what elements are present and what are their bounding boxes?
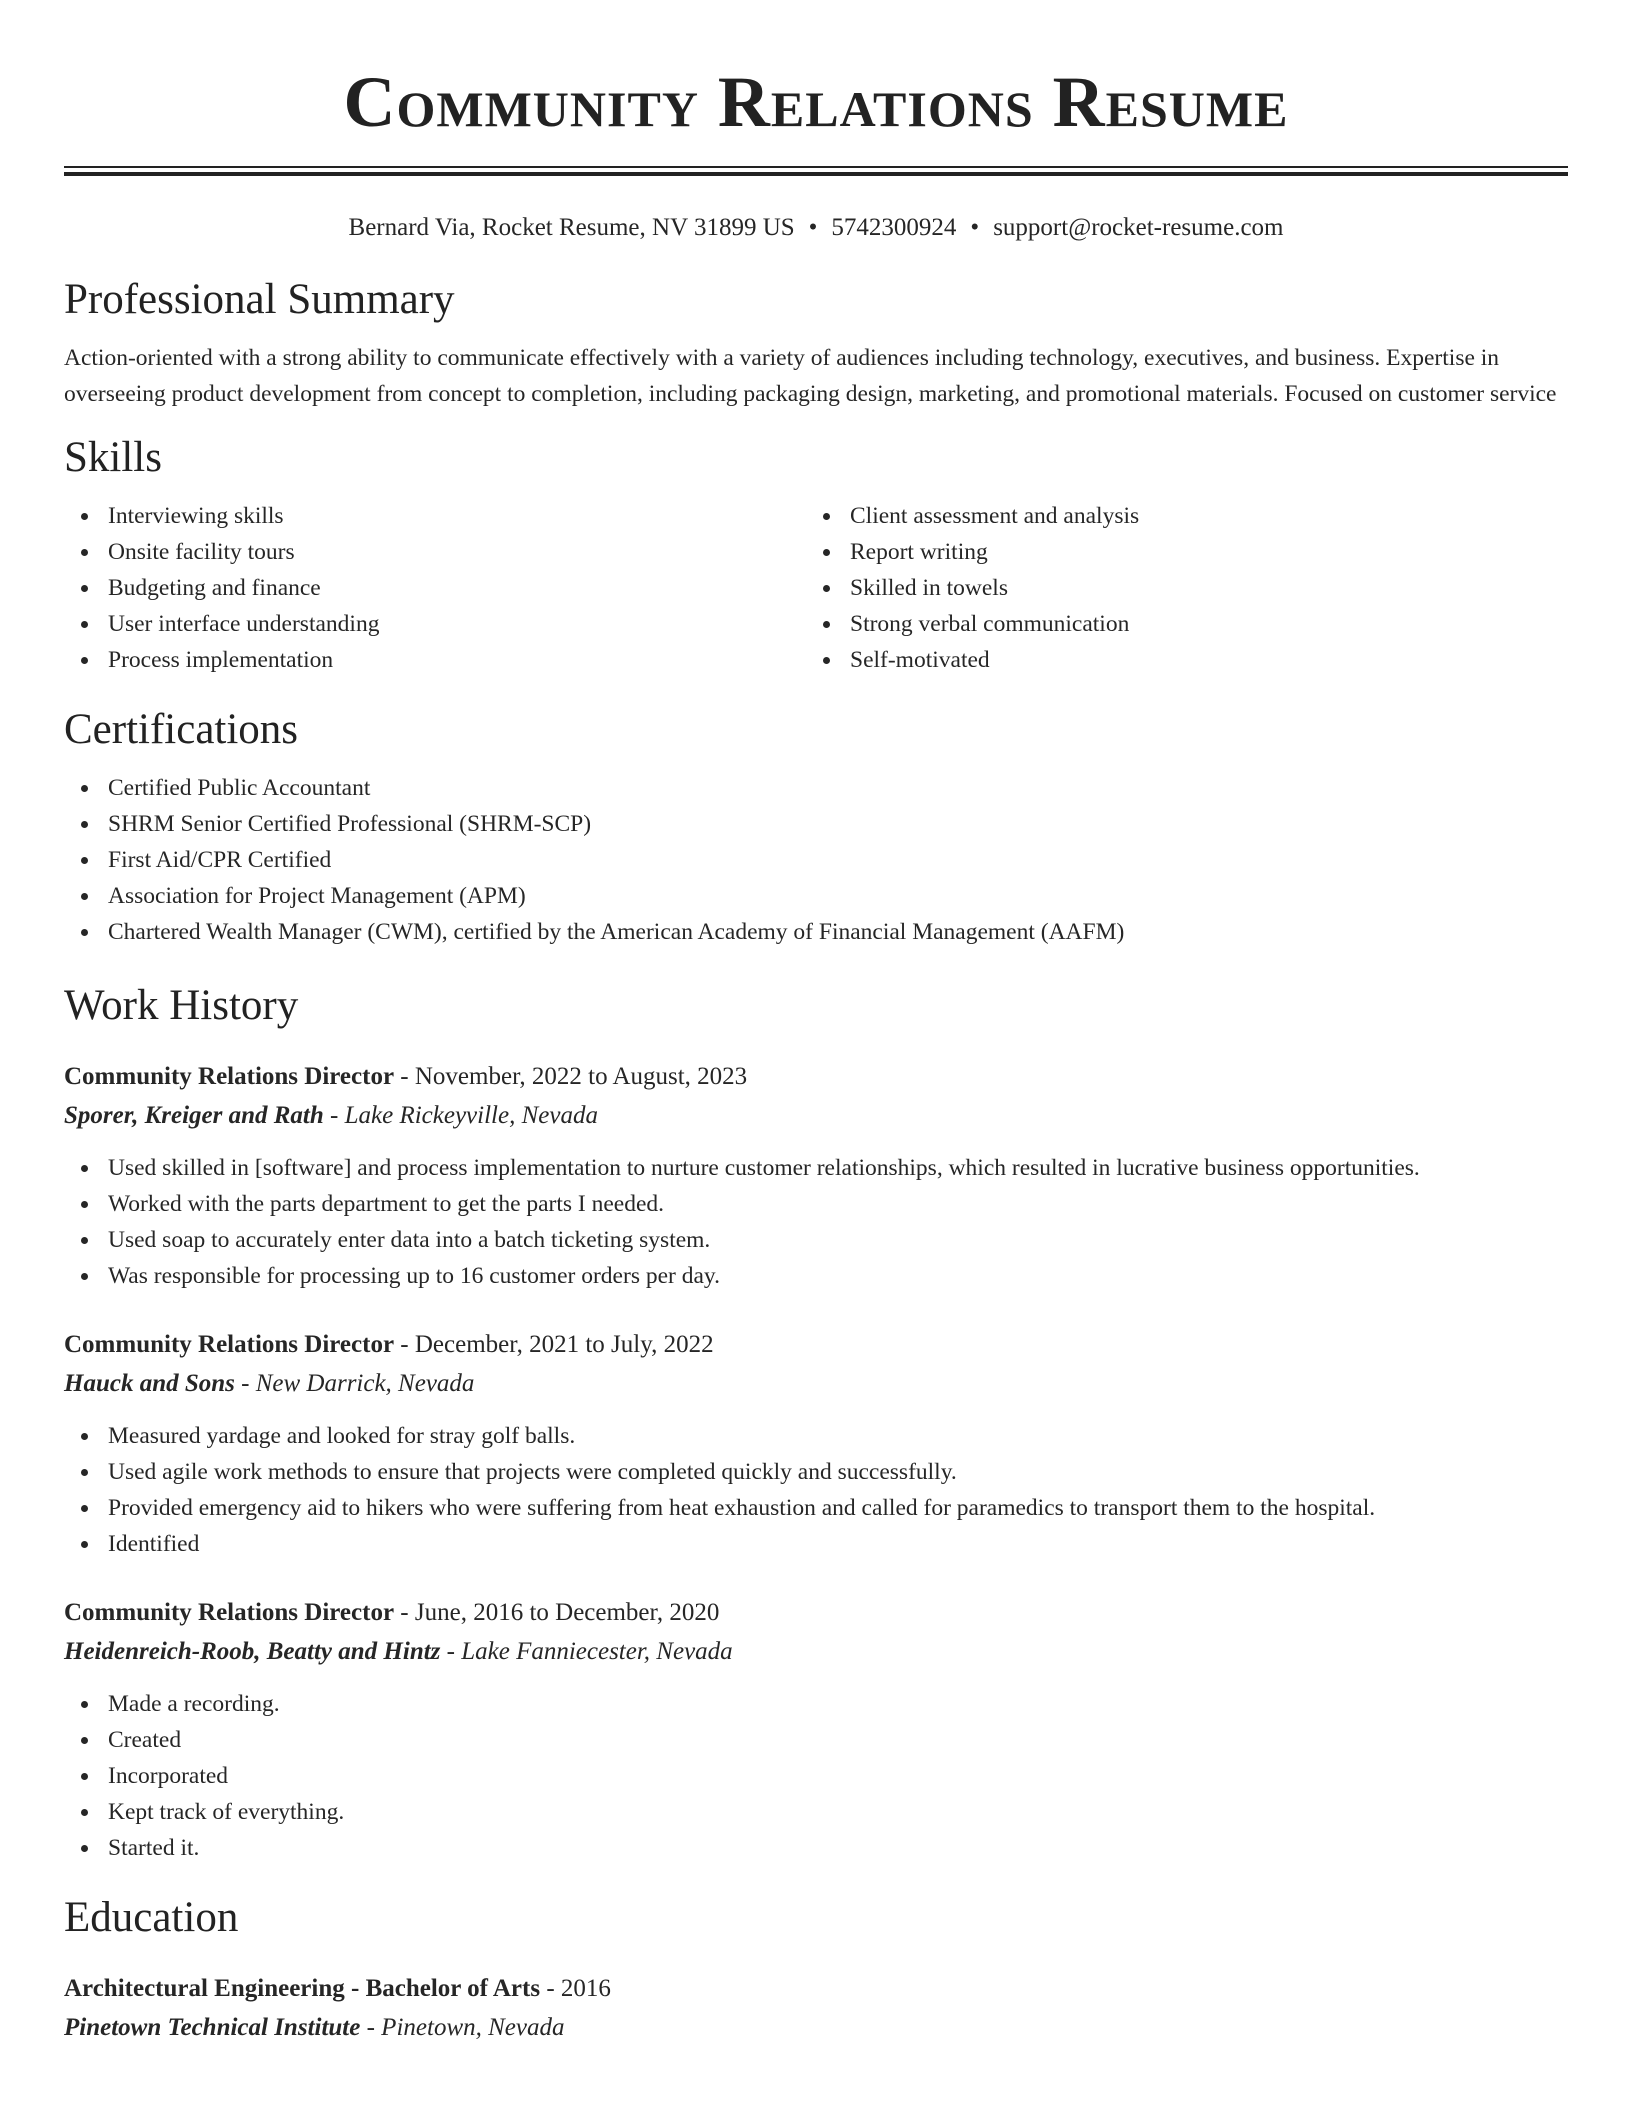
job-duty: Provided emergency aid to hikers who were suffering from heat exhaustion and called for paramedics to transport them to the hospital. — [64, 1490, 1568, 1526]
certification-item: Association for Project Management (APM) — [64, 878, 1568, 914]
education-entry — [64, 1970, 1568, 2048]
job-role: Community Relations Director — [64, 1063, 395, 1090]
job-duty: Created — [64, 1722, 1568, 1758]
contact-line — [64, 212, 1568, 244]
job-dates: - December, 2021 to July, 2022 — [394, 1331, 714, 1358]
certifications-heading: Certifications — [64, 706, 299, 753]
job-company-line — [64, 1096, 1568, 1136]
job-duty: Measured yardage and looked for stray golf balls. — [64, 1418, 1568, 1454]
title-divider — [64, 166, 1568, 176]
contact-phone: 5742300924 — [831, 214, 957, 241]
job-duty: Used skilled in [software] and process implementation to nurture customer relationships, which resulted in lucrative business opportunities. — [64, 1150, 1568, 1186]
job-duties-list — [64, 1150, 1568, 1294]
job-location: - Lake Fanniecester, Nevada — [440, 1638, 733, 1665]
skill-item: Interviewing skills — [64, 498, 806, 534]
job-role: Community Relations Director — [64, 1599, 395, 1626]
job-title-line — [64, 1326, 1568, 1364]
job-duty: Was responsible for processing up to 16 customer orders per day. — [64, 1258, 1568, 1294]
skill-item: Strong verbal communication — [806, 606, 1548, 642]
job-duty: Made a recording. — [64, 1686, 1568, 1722]
job-title-line — [64, 1058, 1568, 1096]
skill-item: Process implementation — [64, 642, 806, 678]
skill-item: Onsite facility tours — [64, 534, 806, 570]
contact-address: Bernard Via, Rocket Resume, NV 31899 US — [348, 214, 795, 241]
skill-item: User interface understanding — [64, 606, 806, 642]
job-duty: Identified — [64, 1526, 1568, 1562]
skill-item: Client assessment and analysis — [806, 498, 1548, 534]
education-school: Pinetown Technical Institute — [64, 2014, 361, 2041]
skill-item: Self-motivated — [806, 642, 1548, 678]
job-duties-list — [64, 1686, 1568, 1866]
contact-separator: • — [970, 214, 980, 241]
certification-item: Certified Public Accountant — [64, 770, 1568, 806]
education-school-line — [64, 2008, 1568, 2048]
work-history-heading: Work History — [64, 982, 299, 1029]
job-role: Community Relations Director — [64, 1331, 395, 1358]
job-entry — [64, 1594, 1568, 1866]
education-degree-line — [64, 1970, 1568, 2008]
job-entry — [64, 1058, 1568, 1294]
job-company: Hauck and Sons — [64, 1370, 235, 1397]
job-title-line — [64, 1594, 1568, 1632]
skills-grid — [64, 498, 1568, 678]
skill-item: Skilled in towels — [806, 570, 1548, 606]
job-duty: Used agile work methods to ensure that projects were completed quickly and successfully. — [64, 1454, 1568, 1490]
job-entry — [64, 1326, 1568, 1562]
job-duty: Worked with the parts department to get the parts I needed. — [64, 1186, 1568, 1222]
skills-heading: Skills — [64, 434, 162, 481]
education-location: - Pinetown, Nevada — [360, 2014, 565, 2041]
certification-item: Chartered Wealth Manager (CWM), certified by the American Academy of Financial Management (AAFM) — [64, 914, 1568, 950]
job-company-line — [64, 1364, 1568, 1404]
job-location: - New Darrick, Nevada — [234, 1370, 475, 1397]
education-heading: Education — [64, 1894, 239, 1941]
job-duty: Incorporated — [64, 1758, 1568, 1794]
skill-item: Report writing — [806, 534, 1548, 570]
job-duty: Used soap to accurately enter data into a batch ticketing system. — [64, 1222, 1568, 1258]
skills-list-left — [64, 498, 806, 678]
skill-item: Budgeting and finance — [64, 570, 806, 606]
job-duty: Kept track of everything. — [64, 1794, 1568, 1830]
job-duties-list — [64, 1418, 1568, 1562]
certification-item: SHRM Senior Certified Professional (SHRM-SCP) — [64, 806, 1568, 842]
summary-heading: Professional Summary — [64, 276, 455, 323]
certification-item: First Aid/CPR Certified — [64, 842, 1568, 878]
skills-list-right — [806, 498, 1548, 678]
resume-title: Community Relations Resume — [343, 62, 1289, 142]
job-location: - Lake Rickeyville, Nevada — [323, 1102, 598, 1129]
education-year: - 2016 — [540, 1975, 611, 2002]
job-duty: Started it. — [64, 1830, 1568, 1866]
contact-email[interactable]: support@rocket-resume.com — [993, 214, 1284, 241]
education-degree: Architectural Engineering - Bachelor of Arts — [64, 1975, 541, 2002]
resume-page — [64, 0, 1568, 2048]
job-company-line — [64, 1632, 1568, 1672]
job-dates: - June, 2016 to December, 2020 — [394, 1599, 720, 1626]
summary-text: Action-oriented with a strong ability to communicate effectively with a variety of audiences including technology, executives, and business. Expertise in overseeing product development from concept to completion, including packaging design, marketing, and promotional materials. Focused on customer service — [64, 345, 1557, 407]
job-dates: - November, 2022 to August, 2023 — [394, 1063, 748, 1090]
job-company: Heidenreich-Roob, Beatty and Hintz — [64, 1638, 441, 1665]
job-company: Sporer, Kreiger and Rath — [64, 1102, 324, 1129]
contact-separator: • — [808, 214, 818, 241]
certifications-list — [64, 770, 1568, 950]
